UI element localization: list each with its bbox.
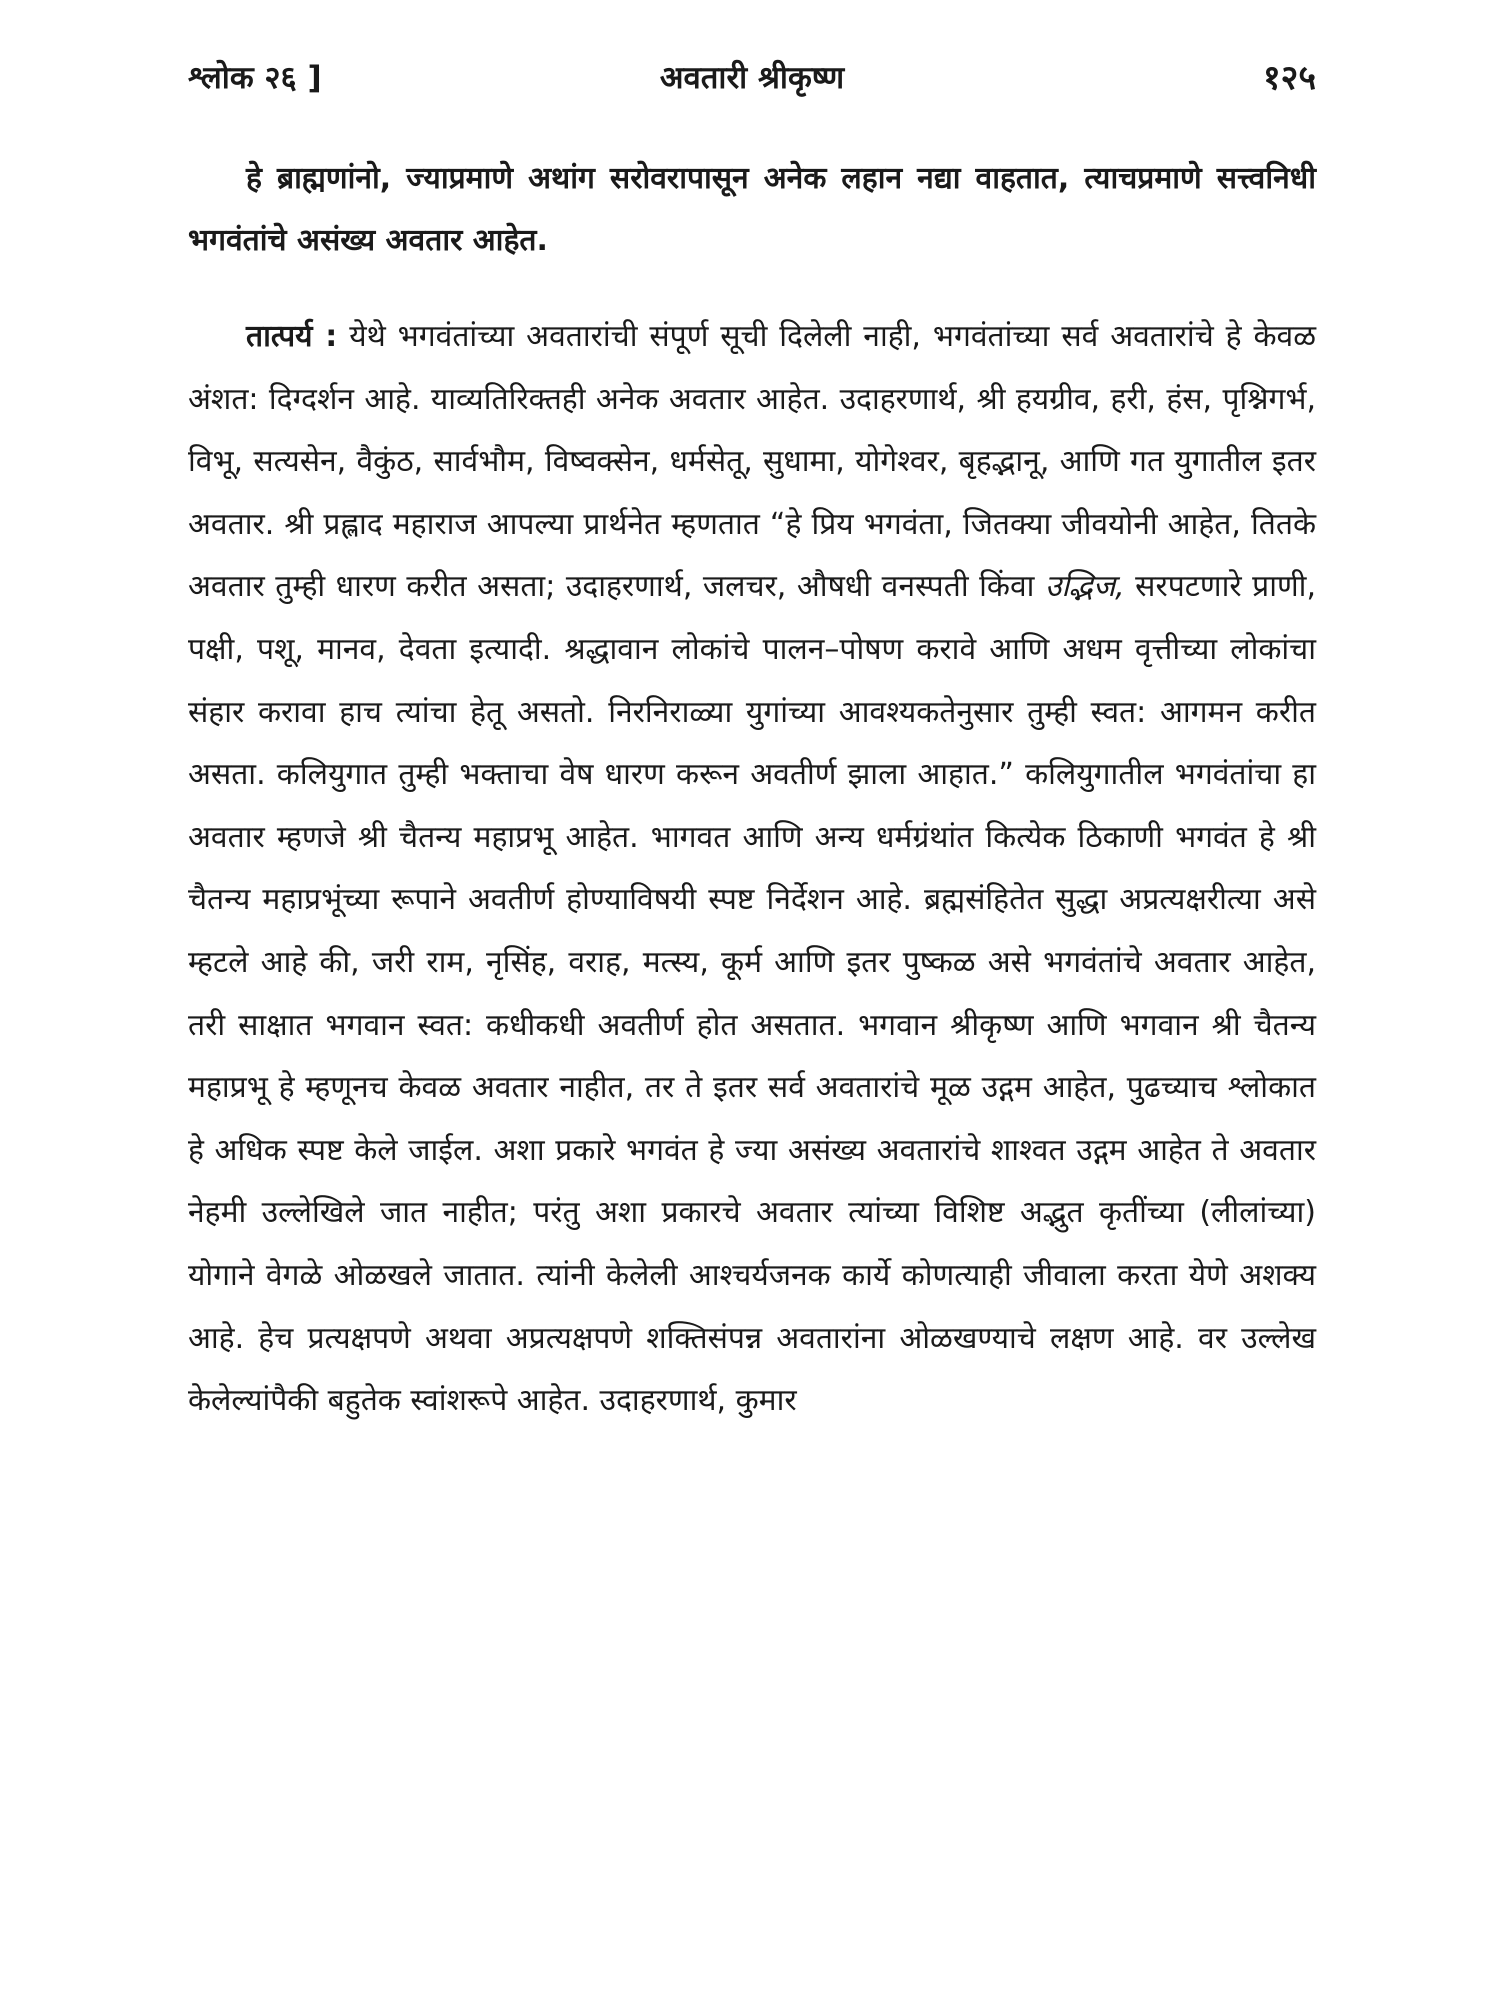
- verse-translation: हे ब्राह्मणांनो, ज्याप्रमाणे अथांग सरोवरापासून अनेक लहान नद्या वाहतात, त्याचप्रमाणे सत्त्वनिधी भगवंतांचे असंख्य अवतार आहेत.: [188, 161, 1316, 258]
- page-number: १२५: [1262, 58, 1316, 98]
- purport-text-part-1: येथे भगवंतांच्या अवतारांची संपूर्ण सूची दिलेली नाही, भगवंतांच्या सर्व अवतारांचे हे केवळ अंशत: दिग्दर्शन आहे. याव्यतिरिक्तही अनेक अवतार आहेत. उदाहरणार्थ, श्री हयग्रीव, हरी, हंस, पृश्निगर्भ, विभू, सत्यसेन, वैकुंठ, सार्वभौम, विष्वक्सेन, धर्मसेतू, सुधामा, योगेश्वर, बृहद्भानू, आणि गत युगातील इतर अवतार. श्री प्रह्लाद महाराज आपल्या प्रार्थनेत म्हणतात “हे प्रिय भगवंता, जितक्या जीवयोनी आहेत, तितके अवतार तुम्ही धारण करीत असता; उदाहरणार्थ, जलचर, औषधी वनस्पती किंवा: [188, 319, 1316, 605]
- verse-reference: श्लोक २६ ]: [188, 60, 322, 96]
- purport-paragraph: [188, 306, 1316, 1433]
- chapter-title: अवतारी श्रीकृष्ण: [659, 60, 845, 96]
- book-page: [188, 48, 1316, 1463]
- purport-label: तात्पर्य :: [246, 319, 338, 354]
- purport-text-part-2: सरपटणारे प्राणी, पक्षी, पशू, मानव, देवता इत्यादी. श्रद्धावान लोकांचे पालन–पोषण करावे आणि अधम वृत्तीच्या लोकांचा संहार करावा हाच त्यांचा हेतू असतो. निरनिराळ्या युगांच्या आवश्यकतेनुसार तुम्ही स्वत: आगमन करीत असता. कलियुगात तुम्ही भक्ताचा वेष धारण करून अवतीर्ण झाला आहात.” कलियुगातील भगवंतांचा हा अवतार म्हणजे श्री चैतन्य महाप्रभू आहेत. भागवत आणि अन्य धर्मग्रंथांत कित्येक ठिकाणी भगवंत हे श्री चैतन्य महाप्रभूंच्या रूपाने अवतीर्ण होण्याविषयी स्पष्ट निर्देशन आहे. ब्रह्मसंहितेत सुद्धा अप्रत्यक्षरीत्या असे म्हटले आहे की, जरी राम, नृसिंह, वराह, मत्स्य, कूर्म आणि इतर पुष्कळ असे भगवंतांचे अवतार आहेत, तरी साक्षात भगवान स्वत: कधीकधी अवतीर्ण होत असतात. भगवान श्रीकृष्ण आणि भगवान श्री चैतन्य महाप्रभू हे म्हणूनच केवळ अवतार नाहीत, तर ते इतर सर्व अवतारांचे मूळ उद्गम आहेत, पुढच्याच श्लोकात हे अधिक स्पष्ट केले जाईल. अशा प्रकारे भगवंत हे ज्या असंख्य अवतारांचे शाश्वत उद्गम आहेत ते अवतार नेहमी उल्लेखिले जात नाहीत; परंतु अशा प्रकारचे अवतार त्यांच्या विशिष्ट अद्भुत कृतींच्या (लीलांच्या) योगाने वेगळे ओळखले जातात. त्यांनी केलेली आश्चर्यजनक कार्ये कोणत्याही जीवाला करता येणे अशक्य आहे. हेच प्रत्यक्षपणे अथवा अप्रत्यक्षपणे शक्तिसंपन्न अवतारांना ओळखण्याचे लक्षण आहे. वर उल्लेख केलेल्यांपैकी बहुतेक स्वांशरूपे आहेत. उदाहरणार्थ, कुमार: [188, 569, 1316, 1419]
- purport-italic-term: उद्भिज,: [1044, 569, 1125, 605]
- running-header: [188, 48, 1316, 108]
